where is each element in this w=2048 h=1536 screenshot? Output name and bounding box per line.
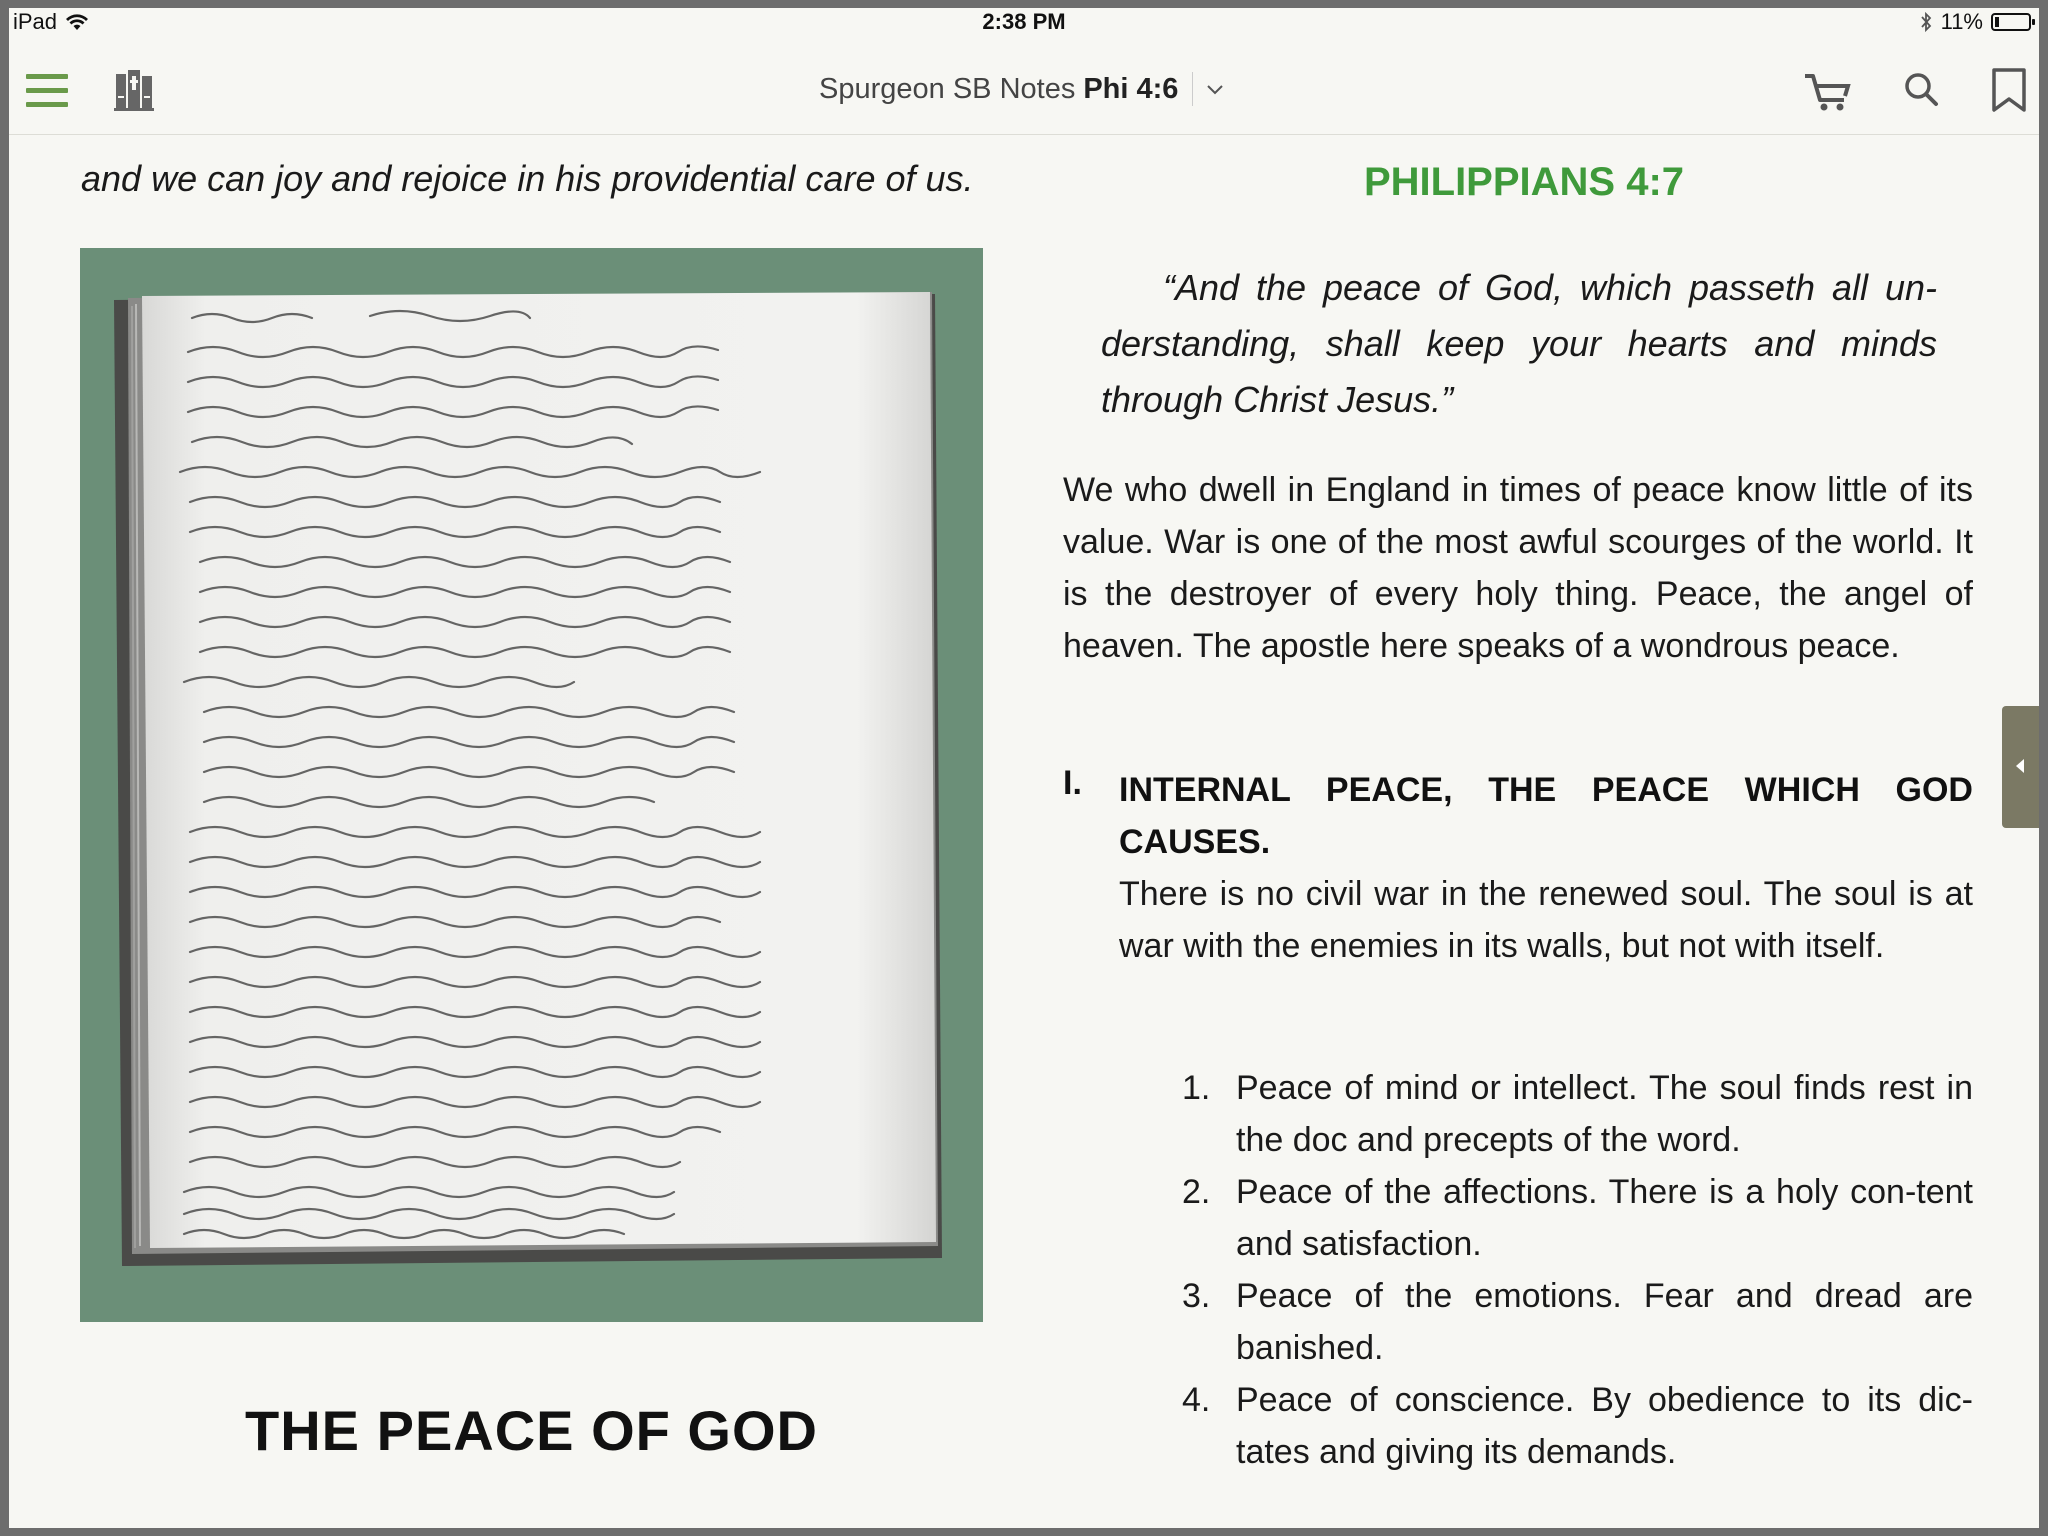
resource-title: Spurgeon SB Notes xyxy=(819,72,1076,105)
cart-icon[interactable] xyxy=(1802,66,1850,114)
list-item: 3. Peace of the emotions. Fear and dread are banished. xyxy=(1182,1277,1973,1367)
bluetooth-icon xyxy=(1919,11,1933,33)
intro-line: and we can joy and rejoice in his providential care of us. xyxy=(81,158,974,199)
list-item: 2. Peace of the affections. There is a holy con-tent and satisfaction. xyxy=(1182,1173,1973,1263)
device-label: iPad xyxy=(13,9,58,34)
battery-percent: 11% xyxy=(1940,9,1983,34)
battery-icon xyxy=(1991,13,2031,31)
reference-label: Phi 4:6 xyxy=(1083,72,1179,105)
section-body: There is no civil war in the renewed soul. The soul is at war with the enemies in its walls, but not with itself. xyxy=(1119,875,1973,965)
scripture-quote: “And the peace of God, which passeth all un-derstanding, shall keep your hearts and minds through Christ Jesus.” xyxy=(1101,267,1937,420)
status-bar xyxy=(9,8,2039,36)
passage-heading: PHILIPPIANS 4:7 xyxy=(1363,160,1685,204)
hamburger-menu-icon[interactable] xyxy=(23,66,71,114)
peace-list xyxy=(1172,1062,1973,1478)
chevron-down-icon[interactable] xyxy=(1205,82,1225,96)
library-books-icon[interactable] xyxy=(111,66,159,114)
search-icon[interactable] xyxy=(1898,66,1946,114)
resource-selector[interactable] xyxy=(819,72,1225,106)
chevron-left-icon xyxy=(2012,756,2028,776)
list-item: 4. Peace of conscience. By obedience to its dic-tates and giving its demands. xyxy=(1182,1381,1973,1471)
intro-paragraph: We who dwell in England in times of peace know little of its value. War is one of the most awful scourges of the world. It is the destroyer of every holy thing. Peace, the angel of heaven. The apostle here speaks of a wondrous peace. xyxy=(1063,471,1973,665)
navigation-bar xyxy=(9,42,2039,135)
section-numeral: I. xyxy=(1063,764,1082,802)
app-screen xyxy=(9,8,2039,1528)
section-title: INTERNAL PEACE, THE PEACE WHICH GOD CAUSES. xyxy=(1119,771,1973,861)
battery-level xyxy=(1995,17,1999,27)
manuscript-image xyxy=(80,248,983,1322)
manuscript-title: THE PEACE OF GOD xyxy=(245,1399,818,1462)
list-item: 1. Peace of mind or intellect. The soul finds rest in the doc and precepts of the word. xyxy=(1182,1069,1973,1159)
status-time: 2:38 PM xyxy=(982,9,1066,34)
side-panel-tab[interactable] xyxy=(2002,706,2039,828)
bookmark-icon[interactable] xyxy=(1985,66,2033,114)
